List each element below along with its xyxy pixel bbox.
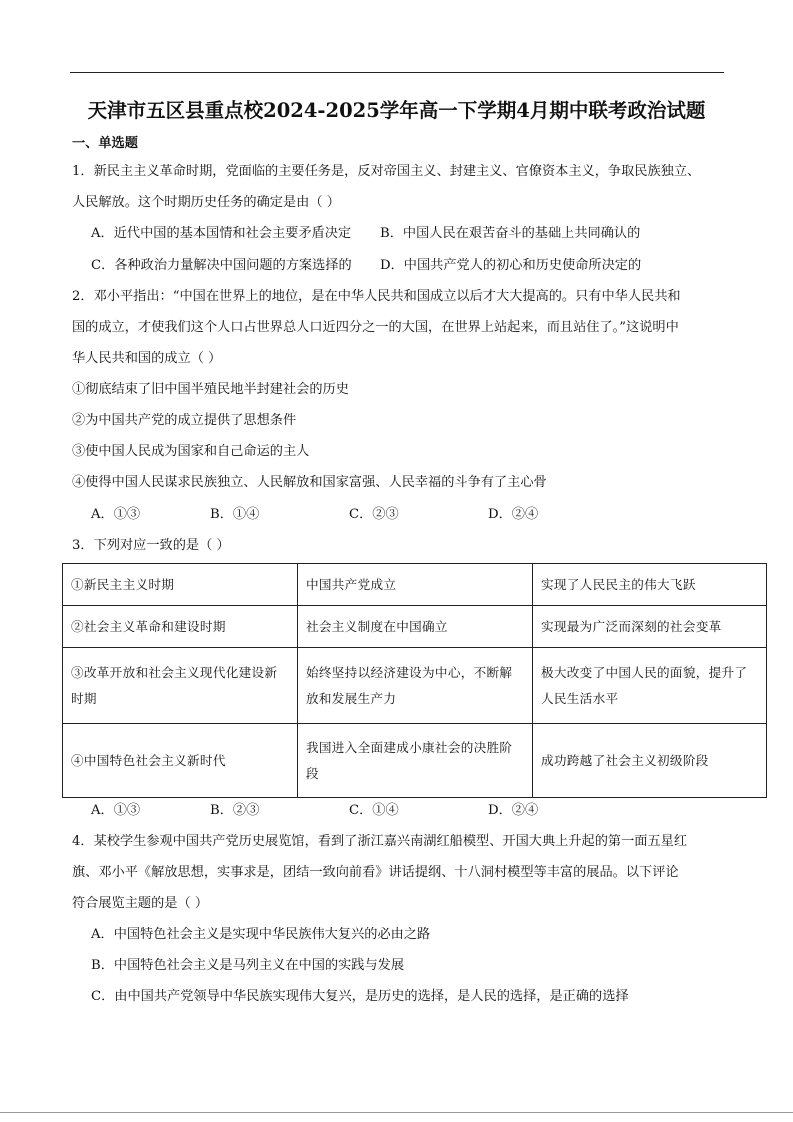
q4-stem-line1: 4．某校学生参观中国共产党历史展览馆，看到了浙江嘉兴南湖红船模型、开国大典上升起的第一面五星红 (72, 834, 688, 849)
q2-item-1: ①彻底结束了旧中国半殖民地半封建社会的历史 (72, 382, 349, 397)
q1-option-c: C．各种政治力量解决中国问题的方案选择的 (91, 258, 352, 273)
q3-stem: 3．下列对应一致的是（ ） (72, 538, 230, 553)
q1-option-b: B．中国人民在艰苦奋斗的基础上共同确认的 (380, 226, 641, 241)
q3-option-c: C．①④ (349, 803, 399, 818)
table-cell: 实现最为广泛而深刻的社会变革 (533, 606, 767, 648)
q2-option-d: D．②④ (488, 507, 539, 522)
table-row (63, 724, 767, 798)
q2-item-2: ②为中国共产党的成立提供了思想条件 (72, 413, 297, 428)
table-cell: 成功跨越了社会主义初级阶段 (533, 724, 767, 798)
q2-option-b: B．①④ (210, 507, 260, 522)
table-cell: 中国共产党成立 (298, 564, 533, 606)
q3-option-b: B．②③ (210, 803, 260, 818)
table-cell: 实现了人民民主的伟大飞跃 (533, 564, 767, 606)
q4-stem-line3: 符合展览主题的是（ ） (72, 896, 209, 911)
table-row (63, 648, 767, 724)
q2-option-a: A．①③ (91, 507, 141, 522)
q1-stem-line2: 人民解放。这个时期历史任务的确定是由（ ） (72, 195, 340, 210)
q2-stem-line3: 华人民共和国的成立（ ） (72, 351, 222, 366)
table-cell: 我国进入全面建成小康社会的决胜阶段 (298, 724, 533, 798)
table-cell: ④中国特色社会主义新时代 (63, 724, 298, 798)
table-cell: 极大改变了中国人民的面貌，提升了人民生活水平 (533, 648, 767, 724)
q2-stem-line2: 国的成立，才使我们这个人口占世界总人口近四分之一的大国，在世界上站起来，而且站住了。”这说明中 (72, 320, 679, 335)
q2-option-c: C．②③ (349, 507, 399, 522)
table-row (63, 606, 767, 648)
q3-option-d: D．②④ (488, 803, 539, 818)
section-heading: 一、单选题 (72, 136, 138, 151)
q4-option-a: A．中国特色社会主义是实现中华民族伟大复兴的必由之路 (91, 927, 431, 942)
table-cell: 始终坚持以经济建设为中心，不断解放和发展生产力 (298, 648, 533, 724)
header-rule (70, 72, 724, 73)
q3-table (62, 563, 767, 798)
q3-option-a: A．①③ (91, 803, 141, 818)
table-cell: ③改革开放和社会主义现代化建设新时期 (63, 648, 298, 724)
q4-option-c: C．由中国共产党领导中华民族实现伟大复兴，是历史的选择，是人民的选择，是正确的选择 (91, 989, 629, 1004)
q1-option-d: D．中国共产党人的初心和历史使命所决定的 (380, 258, 642, 273)
q4-stem-line2: 旗、邓小平《解放思想，实事求是，团结一致向前看》讲话提纲、十八洞村模型等丰富的展品。以下评论 (72, 865, 679, 880)
table-row (63, 564, 767, 606)
table-cell: 社会主义制度在中国确立 (298, 606, 533, 648)
q1-option-a: A．近代中国的基本国情和社会主要矛盾决定 (91, 226, 352, 241)
q2-item-4: ④使得中国人民谋求民族独立、人民解放和国家富强、人民幸福的斗争有了主心骨 (72, 475, 547, 490)
q1-stem-line1: 1．新民主主义革命时期，党面临的主要任务是，反对帝国主义、封建主义、官僚资本主义，争取民族独立、 (72, 164, 701, 179)
q2-item-3: ③使中国人民成为国家和自己命运的主人 (72, 444, 310, 459)
table-cell: ①新民主主义时期 (63, 564, 298, 606)
table-cell: ②社会主义革命和建设时期 (63, 606, 298, 648)
q2-stem-line1: 2．邓小平指出：“中国在世界上的地位，是在中华人民共和国成立以后才大大提高的。只有中华人民共和 (72, 289, 681, 304)
q4-option-b: B．中国特色社会主义是马列主义在中国的实践与发展 (91, 958, 405, 973)
footer-rule (0, 1112, 793, 1113)
page-title: 天津市五区县重点校2024-2025学年高一下学期4月期中联考政治试题 (87, 99, 706, 122)
